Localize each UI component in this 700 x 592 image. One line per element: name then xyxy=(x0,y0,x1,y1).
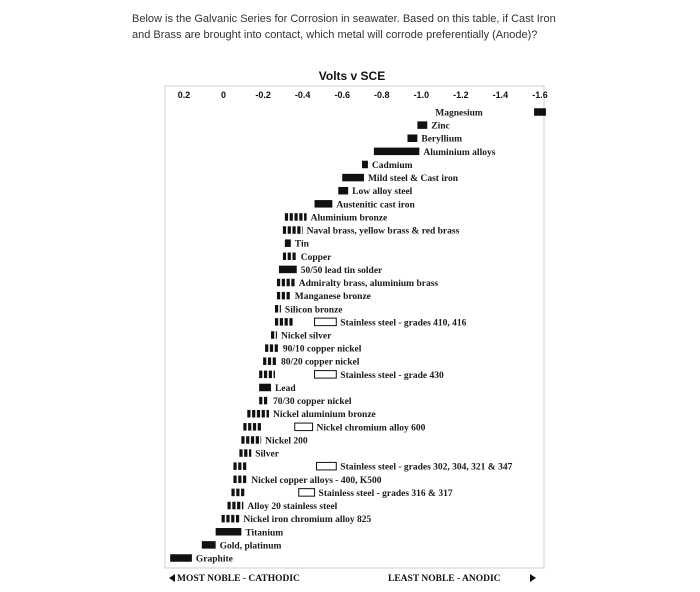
range-bar-segment xyxy=(231,515,234,523)
range-bar-segment xyxy=(232,502,235,510)
range-bar-segment xyxy=(299,213,302,221)
x-tick-label: -1.2 xyxy=(453,90,469,100)
x-tick-label: -0.6 xyxy=(334,90,350,100)
range-bar xyxy=(277,292,290,300)
range-bar-segment xyxy=(288,253,291,261)
range-bar xyxy=(233,462,246,470)
range-bar-segment xyxy=(233,476,236,484)
series-label: Admiralty brass, aluminium brass xyxy=(298,279,439,290)
series-label: Nickel copper alloys - 400, K500 xyxy=(251,475,382,486)
series-label: Silver xyxy=(255,449,279,460)
range-bar-segment xyxy=(264,371,267,379)
range-bar-segment xyxy=(233,462,236,470)
x-tick-label: -1.6 xyxy=(532,90,548,100)
range-bar-segment xyxy=(282,279,285,287)
range-bar-segment xyxy=(259,397,262,405)
range-bar-segment xyxy=(304,213,307,221)
range-bar-segment xyxy=(244,449,247,457)
range-bar xyxy=(534,108,546,116)
range-bar-segment xyxy=(247,410,250,418)
range-bar-segment xyxy=(292,253,295,261)
range-bar-segment xyxy=(236,489,239,497)
range-bar-segment xyxy=(275,344,278,352)
series-label: 80/20 copper nickel xyxy=(280,357,360,368)
question-text: Below is the Galvanic Series for Corrosion in seawater. Based on this table, if Cast Iron and Brass are brought into contact, which metal will corrode preferentially (Anode)? xyxy=(132,13,556,41)
range-bar xyxy=(263,357,276,365)
x-tick-label: -0.8 xyxy=(374,90,390,100)
series-label: Cadmium xyxy=(371,160,413,171)
range-bar-segment xyxy=(263,357,266,365)
x-tick-label: -0.2 xyxy=(255,90,271,100)
range-bar-segment xyxy=(274,371,275,379)
range-bar-segment xyxy=(265,344,268,352)
range-bar xyxy=(231,489,244,497)
range-bar xyxy=(170,554,192,562)
range-bar-segment xyxy=(292,226,295,234)
series-label: 90/10 copper nickel xyxy=(282,344,362,355)
range-bar-segment xyxy=(273,357,276,365)
range-bar-segment xyxy=(268,357,271,365)
range-bar-segment xyxy=(271,331,274,339)
range-bar-segment xyxy=(285,213,288,221)
series-label: Nickel silver xyxy=(280,331,332,342)
right-arrow-icon xyxy=(530,574,536,582)
range-bar-segment xyxy=(238,476,241,484)
range-bar-segment xyxy=(266,410,269,418)
range-bar-segment xyxy=(270,344,273,352)
series-label: Aluminium bronze xyxy=(310,213,388,224)
range-bar-segment xyxy=(236,515,239,523)
range-bar xyxy=(283,253,296,261)
active-range-box xyxy=(299,489,315,497)
range-bar xyxy=(265,344,278,352)
range-bar xyxy=(239,449,251,457)
series-label: Nickel iron chromium alloy 825 xyxy=(243,515,372,526)
range-bar-segment xyxy=(291,279,294,287)
range-bar-segment xyxy=(280,318,283,326)
range-bar xyxy=(338,187,348,195)
series-label: Magnesium xyxy=(435,108,483,119)
active-range-box xyxy=(315,371,337,379)
range-bar-segment xyxy=(282,292,285,300)
range-bar-segment xyxy=(258,423,261,431)
range-bar-segment xyxy=(262,410,265,418)
range-bar-segment xyxy=(222,515,225,523)
range-bar-segment xyxy=(302,226,303,234)
x-tick-label: -1.4 xyxy=(492,90,509,100)
range-bar-segment xyxy=(238,462,241,470)
series-label: Beryllium xyxy=(421,134,463,145)
range-bar-segment xyxy=(243,462,246,470)
range-bar-segment xyxy=(228,502,231,510)
series-label: Lead xyxy=(275,383,296,394)
range-bar-segment xyxy=(226,515,229,523)
range-bar-segment xyxy=(289,318,292,326)
range-bar-segment xyxy=(256,436,259,444)
range-bar-segment xyxy=(246,436,249,444)
range-bar xyxy=(374,148,419,156)
active-range-box xyxy=(315,318,337,326)
range-bar xyxy=(342,174,364,182)
series-label: Titanium xyxy=(245,528,284,539)
range-bar-segment xyxy=(231,489,234,497)
range-bar xyxy=(241,436,261,444)
range-bar-segment xyxy=(294,213,297,221)
range-bar xyxy=(283,226,303,234)
series-label: Stainless steel - grades 316 & 317 xyxy=(318,488,453,499)
range-bar-segment xyxy=(283,253,286,261)
series-label: Graphite xyxy=(195,554,233,565)
range-bar xyxy=(417,121,427,129)
range-bar-segment xyxy=(259,371,262,379)
range-bar xyxy=(315,200,333,208)
series-label: Stainless steel - grades 410, 416 xyxy=(340,318,467,329)
range-bar-segment xyxy=(248,423,251,431)
range-bar xyxy=(202,541,216,549)
range-bar-segment xyxy=(285,318,288,326)
series-label: Naval brass, yellow brass & red brass xyxy=(306,226,460,237)
range-bar-segment xyxy=(241,489,244,497)
range-bar xyxy=(259,384,271,392)
series-label: Mild steel & Cast iron xyxy=(367,174,459,185)
range-bar-segment xyxy=(243,476,246,484)
footer-most-noble: MOST NOBLE - CATHODIC xyxy=(177,574,300,584)
series-label: 70/30 copper nickel xyxy=(273,397,352,408)
range-bar-segment xyxy=(280,305,281,313)
range-bar-segment xyxy=(239,449,242,457)
range-bar xyxy=(275,305,281,313)
range-bar-segment xyxy=(241,436,244,444)
series-label: Alloy 20 stainless steel xyxy=(247,502,338,513)
x-tick-label: 0 xyxy=(221,90,227,100)
range-bar-segment xyxy=(283,226,286,234)
range-bar-segment xyxy=(264,397,267,405)
series-label: Silicon bronze xyxy=(284,305,343,316)
series-label: Stainless steel - grade 430 xyxy=(340,370,444,381)
series-label: 50/50 lead tin solder xyxy=(300,265,383,276)
active-range-box xyxy=(317,462,337,470)
range-bar-segment xyxy=(275,305,278,313)
series-label: Stainless steel - grades 302, 304, 321 & 347 xyxy=(340,462,513,473)
series-label: Manganese bronze xyxy=(294,292,371,303)
range-bar-segment xyxy=(251,436,254,444)
range-bar-segment xyxy=(276,331,277,339)
range-bar-segment xyxy=(237,502,240,510)
range-bar-segment xyxy=(277,292,280,300)
range-bar xyxy=(271,331,277,339)
x-tick-label: -1.0 xyxy=(413,90,430,100)
range-bar-segment xyxy=(257,410,260,418)
footer-least-noble: LEAST NOBLE - ANODIC xyxy=(388,574,501,584)
left-arrow-icon xyxy=(169,574,175,582)
series-label: Nickel aluminium bronze xyxy=(273,410,376,421)
series-label: Austenitic cast iron xyxy=(336,200,415,211)
range-bar-segment xyxy=(277,279,280,287)
x-tick-label: -0.4 xyxy=(294,90,311,100)
series-label: Nickel chromium alloy 600 xyxy=(316,423,426,434)
range-bar xyxy=(279,266,297,274)
range-bar xyxy=(407,134,417,142)
range-bar-segment xyxy=(249,449,251,457)
range-bar-segment xyxy=(288,226,291,234)
x-tick-label: 0.2 xyxy=(177,90,191,100)
range-bar xyxy=(285,239,291,247)
series-label: Aluminium alloys xyxy=(423,147,496,158)
series-label: Gold, platinum xyxy=(219,541,282,552)
range-bar-segment xyxy=(287,279,290,287)
series-label: Zinc xyxy=(431,121,450,132)
range-bar-segment xyxy=(243,423,246,431)
range-bar-segment xyxy=(269,371,272,379)
range-bar-segment xyxy=(297,226,300,234)
range-bar-segment xyxy=(253,423,256,431)
range-bar-segment xyxy=(275,318,278,326)
range-bar-segment xyxy=(252,410,255,418)
range-bar-segment xyxy=(290,213,293,221)
range-bar xyxy=(216,528,242,536)
chart-title: Volts v SCE xyxy=(318,69,386,83)
range-bar-segment xyxy=(242,502,243,510)
series-label: Nickel 200 xyxy=(265,436,308,447)
series-label: Copper xyxy=(300,252,332,263)
range-bar-segment xyxy=(287,292,290,300)
active-range-box xyxy=(295,423,313,431)
range-bar xyxy=(233,476,246,484)
range-bar-segment xyxy=(261,436,262,444)
range-bar xyxy=(362,161,368,169)
series-label: Tin xyxy=(294,239,309,250)
series-label: Low alloy steel xyxy=(352,187,413,198)
